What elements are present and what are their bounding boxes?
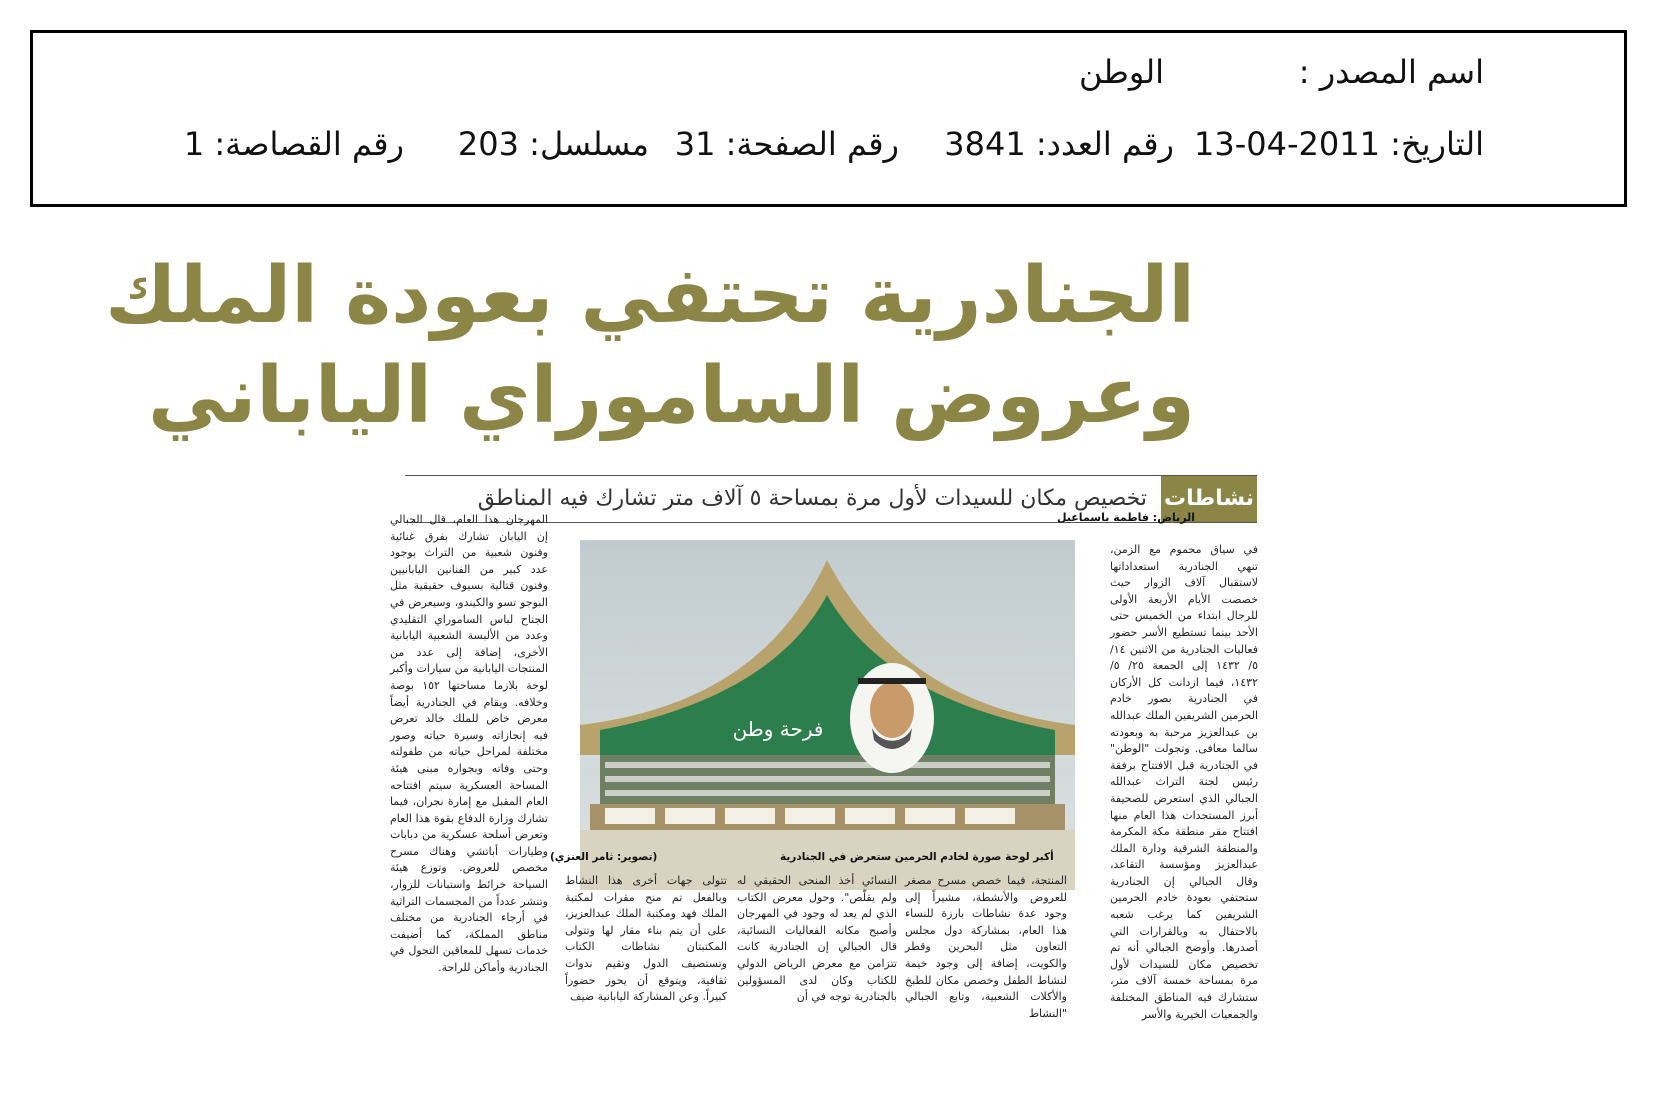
- headline-line-1: الجنادرية تحتفي بعودة الملك: [105, 251, 1195, 341]
- date-field: التاريخ: 2011-04-13: [1194, 125, 1484, 163]
- article-bottom-column-2: النسائي أخذ المنحى الحقيقي له ولم يقلّص". وحول معرض الكتاب الذي لم يعد له وجود في المهرجان وأصبح مكانه الفعاليات النسائية، قال الجبالي إن الجنادرية كانت تتزامن مع معرض الرياض الدولي للكتاب وكان لدى المسؤولين بالجنادرية توجه في أن: [737, 874, 897, 1004]
- photo-caption: أكبر لوحة صورة لخادم الحرمين ستعرض في الجنادرية: [780, 851, 1054, 863]
- byline: الرياض: فاطمة باسماعيل: [1056, 511, 1195, 524]
- clipping-metadata-box: [30, 30, 1627, 207]
- clip-number-field: رقم القصاصة: 1: [183, 125, 404, 163]
- section-tag: نشاطات: [1161, 476, 1257, 522]
- page-number-field: رقم الصفحة: 31: [674, 125, 899, 163]
- subtitle: تخصيص مكان للسيدات لأول مرة بمساحة ٥ آلاف متر تشارك فيه المناطق: [477, 486, 1147, 511]
- newspaper-article: [105, 245, 1265, 1095]
- photo-sign-text: فرحة وطن: [732, 717, 824, 741]
- article-column-right: في سياق محموم مع الزمن، تنهي الجنادرية استعداداتها لاستقبال آلاف الزوار حيث خصصت الأيام الأربعة الأولى للرجال ابتداء من الخميس حتى الأحد بينما تستطيع الأسر حضور فعاليات الجنادرية من الاثنين ١٤/ ٥/ ١٤٣٢ إلى الجمعة ٢٥/ ٥/ ١٤٣٢، فيما ازدانت كل الأركان في الجنادرية بصور خادم الحرمين الشريفين الملك عبدالله بن عبدالعزيز مرحبة به وبعودته سالما معافى. وتجولت "الوطن" في الجنادرية قبل الافتتاح برفقة رئيس لجنة التراث عبدالله الجبالي الذي استعرض للصحيفة أبرز المستجدات هذا العام منها افتتاح مقر منطقة مكة المكرمة والمنطقة الشرقية ودارة الملك عبدالعزيز ومؤسسة التقاعد، وقال الجبالي إن الجنادرية ستحتفي بعودة خادم الحرمين الشريفين كما يرغب شعبه بالاحتفال به وبالقرارات التي أصدرها. وأوضح الجبالي أنه تم تخصيص مكان للسيدات لأول مرة بمساحة خمسة آلاف متر، ستشارك فيه المناطق المختلفة والجمعيات الخيرية والأسر: [1110, 543, 1259, 1021]
- photo-illustration: [580, 540, 1075, 890]
- article-photo: [580, 540, 1075, 890]
- photo-credit: (تصوير: ثامر العنزي): [550, 851, 658, 863]
- headline-line-2: وعروض الساموراي الياباني: [148, 351, 1195, 441]
- issue-number-field: رقم العدد: 3841: [944, 125, 1174, 163]
- serial-field: مسلسل: 203: [457, 125, 649, 163]
- article-column-left: المهرجان هذا العام، قال الجبالي إن اليابان تشارك بفرق غنائية وفنون شعبية من التراث بوجود عدد كبير من الفنانين اليابانيين وفنون قتالية بسيوف حقيقية مثل البوجو تسو والكيندو، وسيعرض في الجناح لباس الساموراي التقليدي وعدد من الألبسة الشعبية اليابانية الأخرى، إضافة إلى عدد من المنتجات اليابانية من سيارات وأكبر لوحة بلازما مساحتها ١٥٢ بوصة وخلافه. ويقام في الجنادرية أيضاً معرض خاص للملك خالد تعرض فيه إنجازاته وسيرة حياته وصور مختلفة لمراحل حياته من طفولته وحتى وفاته وبجواره مبنى هيئة المساحة العسكرية سيتم افتتاحه العام المقبل مع إمارة نجران، فيما تشارك وزارة الدفاع بقوة هذا العام وتعرض أسلحة عسكرية من دبابات وطيارات أباتشي وهناك مسرح مخصص للعروض. وتوزع هيئة السياحة خرائط واستبانات للزوار، وتنشر عدداً من المجسمات التراثية في أرجاء الجنادرية من مختلف مناطق المملكة، كما أضيفت خدمات تسهل للمعاقين التجول في الجنادرية وأماكن للراحة.: [390, 513, 549, 975]
- article-bottom-column-1: المنتجة، فيما خصص مسرح مصغر للعروض والأنشطة، مشيراً إلى وجود عدة نشاطات بارزة للنساء هذا العام، بمشاركة دول مجلس التعاون مثل البحرين وقطر والكويت، إضافة إلى وجود خيمة لنشاط الطفل وخصص مكان للطبخ والأكلات الشعبية، وتابع الجبالي "النشاط: [905, 874, 1067, 1020]
- article-bottom-column-3: تتولى جهات أخرى هذا النشاط وبالفعل تم منح مقرات لمكتبة الملك فهد ومكتبة الملك عبدالعزيز، على أن يتم بناء مقار لها وتتولى المكتبتان نشاطات الكتاب وتستضيف الدول وتقيم ندوات ثقافية، ويتوقع أن يحوز حضوراً كبيراً. وعن المشاركة اليابانية ضيف: [565, 874, 727, 1004]
- source-label: اسم المصدر :: [1298, 53, 1484, 91]
- source-value: الوطن: [1079, 53, 1164, 91]
